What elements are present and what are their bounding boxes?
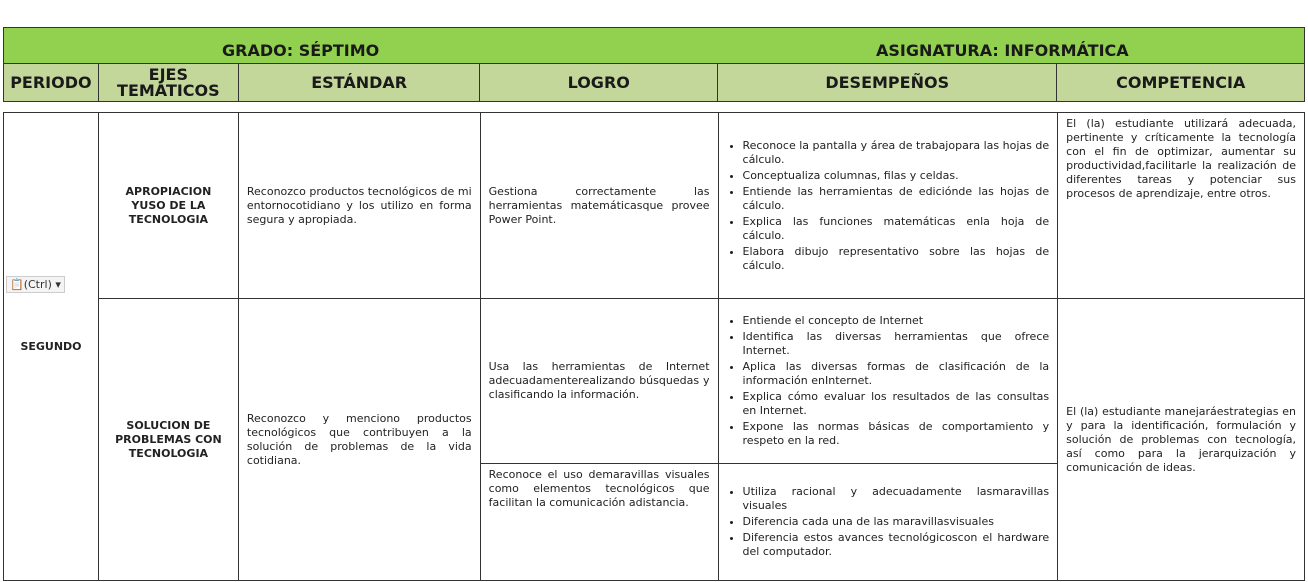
column-header-row [4,64,1304,101]
periodo-cell [4,113,99,581]
list-item: • Reconoce la pantalla y área de trabajopara las hojas de cálculo. [743,139,1050,167]
list-item: • Entiende las herramientas de ediciónde las hojas de cálculo. [743,185,1050,213]
clipboard-icon: 📋 [10,278,24,291]
table-row [4,113,1305,299]
competencia-cell: El (la) estudiante utilizará adecuada, pertinente y críticamente la tecnología con el fin de optimizar, aumentar su productividad,facilitarle la realización de diferentes tareas y potenciar sus procesos de aprendizaje, entre otros. [1058,113,1305,299]
asignatura-title: ASIGNATURA: INFORMÁTICA [876,41,1129,60]
col-competencia: COMPETENCIA [1116,72,1246,92]
logro-cell: Usa las herramientas de Internet adecuadamenterealizando búsquedas y clasificando la información. [480,299,718,464]
header-table [3,27,1305,102]
estandar-cell: Reconozco productos tecnológicos de mi entornocotidiano y los utilizo en forma segura y apropiada. [238,113,480,299]
list-item: • Expone las normas básicas de comportamiento y respeto en la red. [743,420,1050,448]
col-estandar: ESTÁNDAR [239,64,481,101]
list-item: • Diferencia cada una de las maravillasvisuales [743,515,1050,529]
desempenos-cell [718,113,1058,299]
competencia-cell: El (la) estudiante manejaráestrategias en y para la identificación, formulación y solución de problemas con tecnología, así como para la jerarquización y comunicación de ideas. [1058,299,1305,581]
col-desempenos: DESEMPEÑOS [718,64,1057,101]
eje-cell: SOLUCION DE PROBLEMAS CON TECNOLOGIA [98,299,238,581]
periodo: SEGUNDO [20,339,82,353]
content-table [3,112,1305,581]
list-item: • Explica cómo evaluar los resultados de las consultas en Internet. [743,390,1050,418]
list-item: • Conceptualiza columnas, filas y celdas. [743,169,1050,183]
title-row [4,28,1304,64]
paste-options-label: (Ctrl) ▾ [23,278,61,291]
list-item: • Identifica las diversas herramientas que ofrece Internet. [743,330,1050,358]
desempenos-cell [718,299,1058,464]
eje-cell: APROPIACION YUSO DE LA TECNOLOGIA [98,113,238,299]
col-periodo: PERIODO [4,64,99,101]
list-item: • Aplica las diversas formas de clasificación de la información enInternet. [743,360,1050,388]
list-item: • Entiende el concepto de Internet [743,314,1050,328]
logro-cell: Reconoce el uso demaravillas visuales como elementos tecnológicos que facilitan la comunicación adistancia. [480,464,718,581]
grado-title: GRADO: SÉPTIMO [222,41,380,60]
table-row [4,299,1305,464]
col-ejes: EJES TEMÁTICOS [99,64,239,101]
estandar-cell: Reconozco y menciono productos tecnológicos que contribuyen a la solución de problemas de la vida cotidiana. [238,299,480,581]
list-item: • Explica las funciones matemáticas enla hoja de cálculo. [743,215,1050,243]
list-item: • Utiliza racional y adecuadamente lasmaravillas visuales [743,485,1050,513]
col-logro: LOGRO [480,64,718,101]
paste-options-button[interactable] [6,276,65,293]
list-item: • Diferencia estos avances tecnológicoscon el hardware del computador. [743,531,1050,559]
list-item: • Elabora dibujo representativo sobre las hojas de cálculo. [743,245,1050,273]
desempenos-cell [718,464,1058,581]
logro-cell: Gestiona correctamente las herramientas matemáticasque provee Power Point. [480,113,718,299]
